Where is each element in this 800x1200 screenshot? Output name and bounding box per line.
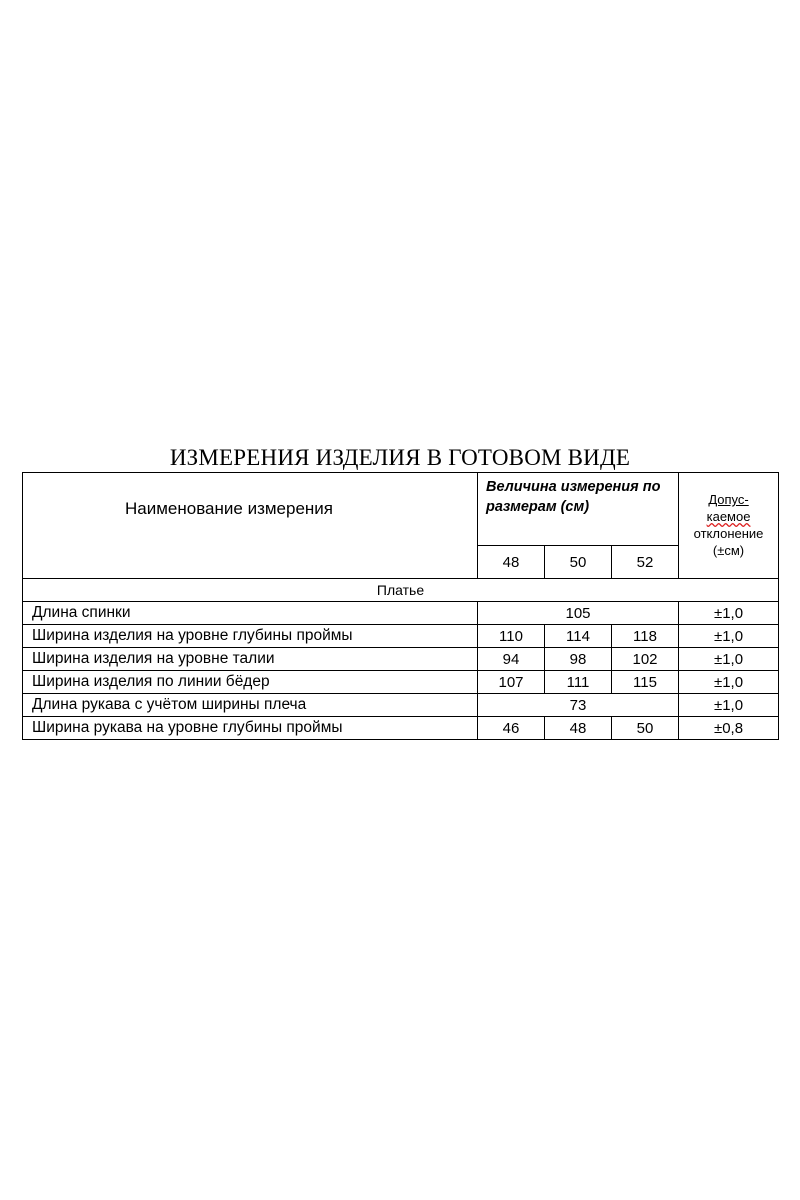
row-tolerance: ±1,0 [679, 648, 779, 671]
measurements-table [22, 472, 779, 740]
row-tolerance: ±1,0 [679, 602, 779, 625]
table-row [23, 671, 779, 694]
row-value: 114 [545, 625, 612, 648]
section-row [23, 579, 779, 602]
row-name: Длина спинки [23, 602, 478, 625]
row-tolerance: ±1,0 [679, 625, 779, 648]
table-row [23, 717, 779, 740]
row-value: 110 [478, 625, 545, 648]
header-tolerance-line2: каемое [706, 509, 751, 524]
row-value: 102 [612, 648, 679, 671]
header-tolerance-line4: (±см) [712, 543, 745, 558]
row-value: 98 [545, 648, 612, 671]
row-value: 46 [478, 717, 545, 740]
page-title: ИЗМЕРЕНИЯ ИЗДЕЛИЯ В ГОТОВОМ ВИДЕ [169, 445, 631, 470]
header-tolerance [679, 473, 779, 579]
row-value-merged: 105 [478, 602, 679, 625]
table-row [23, 694, 779, 717]
row-value: 115 [612, 671, 679, 694]
row-name: Ширина изделия на уровне глубины проймы [23, 625, 478, 648]
header-size: 50 [545, 546, 612, 579]
row-name: Ширина рукава на уровне глубины проймы [23, 717, 478, 740]
header-size: 52 [612, 546, 679, 579]
table-header-row [23, 473, 779, 546]
row-name: Ширина изделия по линии бёдер [23, 671, 478, 694]
row-tolerance: ±1,0 [679, 671, 779, 694]
section-title: Платье [23, 579, 779, 602]
header-measurement-name: Наименование измерения [23, 473, 478, 579]
header-tolerance-line1: Допус- [708, 492, 749, 507]
header-measurement-value: Величина измерения по размерам (см) [478, 473, 679, 546]
row-value: 111 [545, 671, 612, 694]
header-size: 48 [478, 546, 545, 579]
row-value-merged: 73 [478, 694, 679, 717]
table-row [23, 648, 779, 671]
row-value: 48 [545, 717, 612, 740]
row-value: 94 [478, 648, 545, 671]
row-name: Длина рукава с учётом ширины плеча [23, 694, 478, 717]
row-tolerance: ±0,8 [679, 717, 779, 740]
row-value: 107 [478, 671, 545, 694]
table-row [23, 625, 779, 648]
row-tolerance: ±1,0 [679, 694, 779, 717]
table-row [23, 602, 779, 625]
row-value: 50 [612, 717, 679, 740]
header-tolerance-line3: отклонение [693, 526, 764, 541]
row-value: 118 [612, 625, 679, 648]
row-name: Ширина изделия на уровне талии [23, 648, 478, 671]
